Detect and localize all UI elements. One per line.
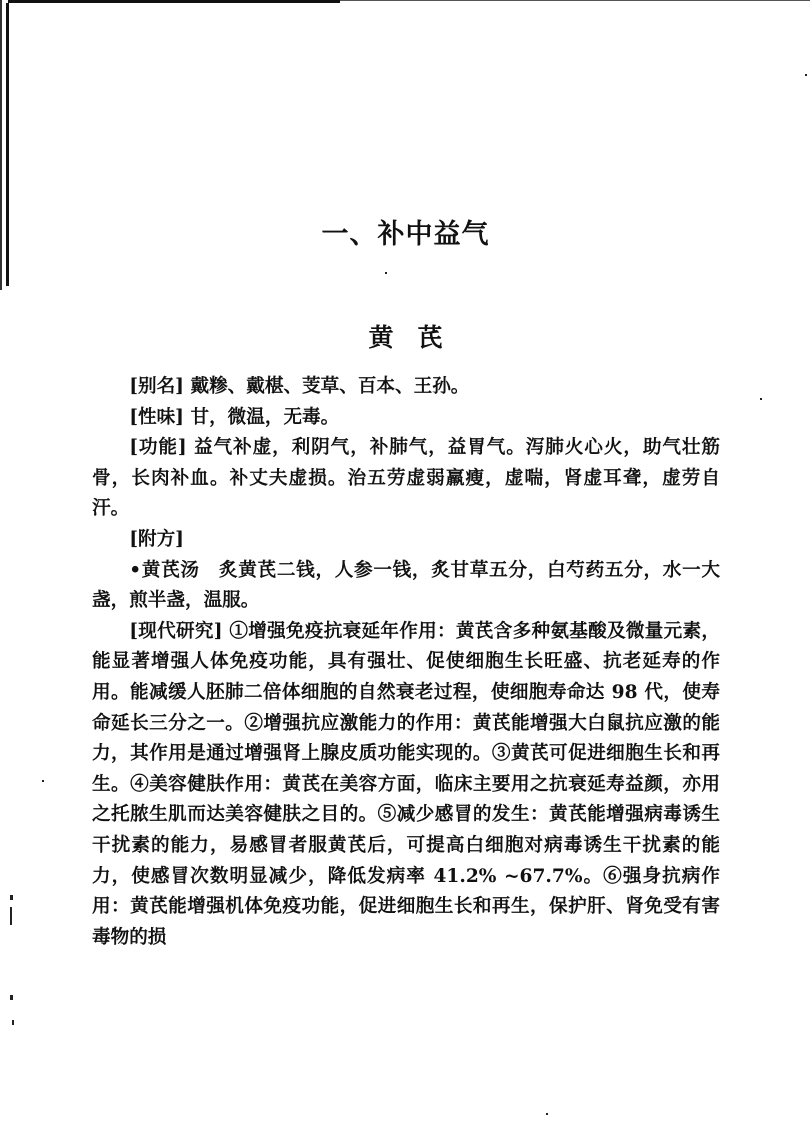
scan-speck: [385, 272, 387, 274]
chapter-title: 一、补中益气: [321, 219, 490, 250]
section-formula: [92, 525, 720, 556]
herb-title: 黄芪: [368, 323, 467, 352]
page-content: [92, 372, 720, 953]
section-text: 戴糁、戴椹、芰草、百本、王孙。: [190, 376, 470, 397]
section-research: [92, 617, 720, 954]
scan-speck: [12, 1020, 14, 1025]
scan-edge-top: [8, 0, 340, 3]
scan-edge-top-thin: [340, 0, 810, 1]
section-label: [功能]: [129, 437, 187, 459]
section-alias: [92, 372, 720, 403]
formula-name: 黄芪汤: [141, 559, 200, 581]
scan-speck: [42, 780, 44, 782]
section-label: [别名]: [129, 376, 184, 397]
scan-speck: [10, 907, 12, 925]
section-label: [附方]: [129, 528, 184, 550]
scan-speck: [760, 398, 762, 400]
scan-speck: [805, 74, 807, 76]
section-text: 甘，微温，无毒。: [190, 406, 340, 428]
scan-speck: [10, 995, 13, 1000]
section-nature: [92, 403, 720, 434]
section-label: [性味]: [129, 406, 184, 428]
scan-speck: [10, 895, 13, 900]
section-label: [现代研究]: [129, 620, 223, 642]
formula-item: [92, 556, 720, 617]
section-text: ①增强免疫抗衰延年作用：黄芪含多种氨基酸及微量元素，能显著增强人体免疫功能，具有强壮、促使细胞生长旺盛、抗老延寿的作用。能减缓人胚肺二倍体细胞的自然衰老过程，使细胞寿命达 98 代，使寿命延长三分之一。②增强抗应激能力的作用：黄芪能增强大白鼠抗应激的能力，其作用是通过增强肾上腺皮质功能实现的。③黄芪可促进细胞生长和再生。④美容健肤作用：黄芪在美容方面，临床主要用之抗衰延寿益颜，亦用之托脓生肌而达美容健肤之目的。⑤减少感冒的发生：黄芪能增强病毒诱生干扰素的能力，易感冒者服黄芪后，可提高白细胞对病毒诱生干扰素的能力，使感冒次数明显减少，降低发病率 41.2% ~67.7%。⑥强身抗病作用：黄芪能增强机体免疫功能，促进细胞生长和再生，保护肝、肾免受有害毒物的损: [92, 620, 720, 948]
section-function: [92, 433, 720, 525]
section-text: 益气补虚，利阴气，补肺气，益胃气。泻肺火心火，助气壮筋骨，长肉补血。补丈夫虚损。治五劳虚弱羸瘦，虚喘，肾虚耳聋，虚劳自汗。: [92, 437, 720, 520]
bullet-icon: •: [129, 559, 142, 581]
scan-speck: [546, 1113, 548, 1115]
formula-text: 炙黄芪二钱，人参一钱，炙甘草五分，白芍药五分，水一大盏，煎半盏，温服。: [92, 559, 720, 612]
